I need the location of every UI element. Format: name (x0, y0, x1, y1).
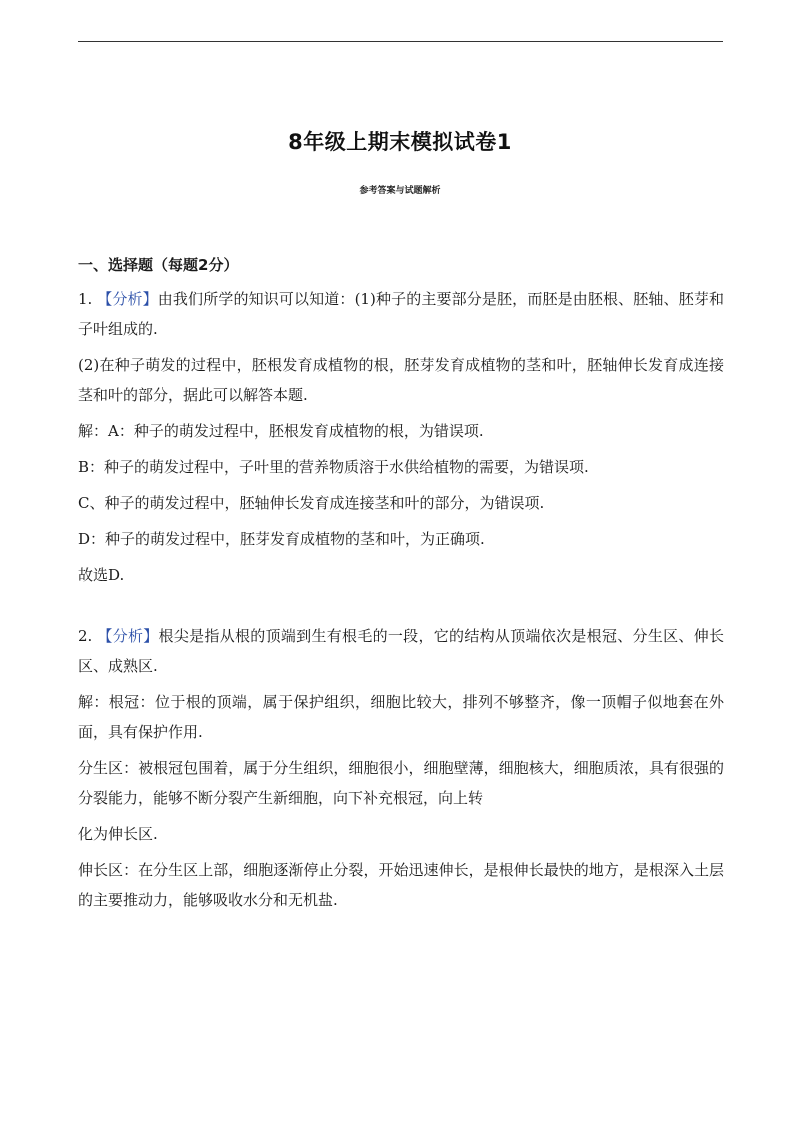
q1-analysis-2: (2)在种子萌发的过程中，胚根发育成植物的根，胚芽发育成植物的茎和叶，胚轴伸长发育成连接茎和叶的部分，据此可以解答本题. (78, 356, 724, 404)
q2-analysis-tag: 【分析】 (97, 627, 159, 645)
q1-solution-c: C、种子的萌发过程中，胚轴伸长发育成连接茎和叶的部分，为错误项. (78, 494, 545, 512)
q2-analysis-text: 根尖是指从根的顶端到生有根毛的一段，它的结构从顶端依次是根冠、分生区、伸长区、成熟区. (78, 627, 724, 675)
q1-answer: 故选D. (78, 566, 125, 584)
q2-solution-root-cap: 解：根冠：位于根的顶端，属于保护组织，细胞比较大，排列不够整齐，像一顶帽子似地套在外面，具有保护作用. (78, 693, 724, 741)
top-rule (78, 41, 723, 42)
q1-solution-a: 解：A：种子的萌发过程中，胚根发育成植物的根，为错误项. (78, 422, 484, 440)
q1-number: 1. (78, 290, 93, 308)
q2-solution-meristem: 分生区：被根冠包围着，属于分生组织，细胞很小，细胞壁薄，细胞核大，细胞质浓，具有很强的分裂能力，能够不断分裂产生新细胞，向下补充根冠，向上转 (78, 759, 724, 807)
q2-analysis (78, 621, 724, 681)
section-heading: 一、选择题（每题2分） (78, 256, 239, 274)
q1-solution-d: D：种子的萌发过程中，胚芽发育成植物的茎和叶，为正确项. (78, 530, 485, 548)
question-gap (78, 596, 724, 621)
document-body (78, 252, 724, 921)
q1-solution-b: B：种子的萌发过程中，子叶里的营养物质溶于水供给植物的需要，为错误项. (78, 458, 589, 476)
q2-number: 2. (78, 627, 93, 645)
q1-analysis-1 (78, 284, 724, 344)
q1-analysis-tag: 【分析】 (97, 290, 158, 308)
q1-analysis-text: 由我们所学的知识可以知道：(1)种子的主要部分是胚，而胚是由胚根、胚轴、胚芽和子叶组成的. (78, 290, 724, 338)
q2-solution-meristem-cont: 化为伸长区. (78, 825, 158, 843)
page-subtitle: 参考答案与试题解析 (359, 186, 441, 196)
page-title: 8年级上期末模拟试卷1 (288, 130, 512, 154)
q2-solution-elongation: 伸长区：在分生区上部，细胞逐渐停止分裂，开始迅速伸长，是根伸长最快的地方，是根深入土层的主要推动力，能够吸收水分和无机盐. (78, 861, 724, 909)
